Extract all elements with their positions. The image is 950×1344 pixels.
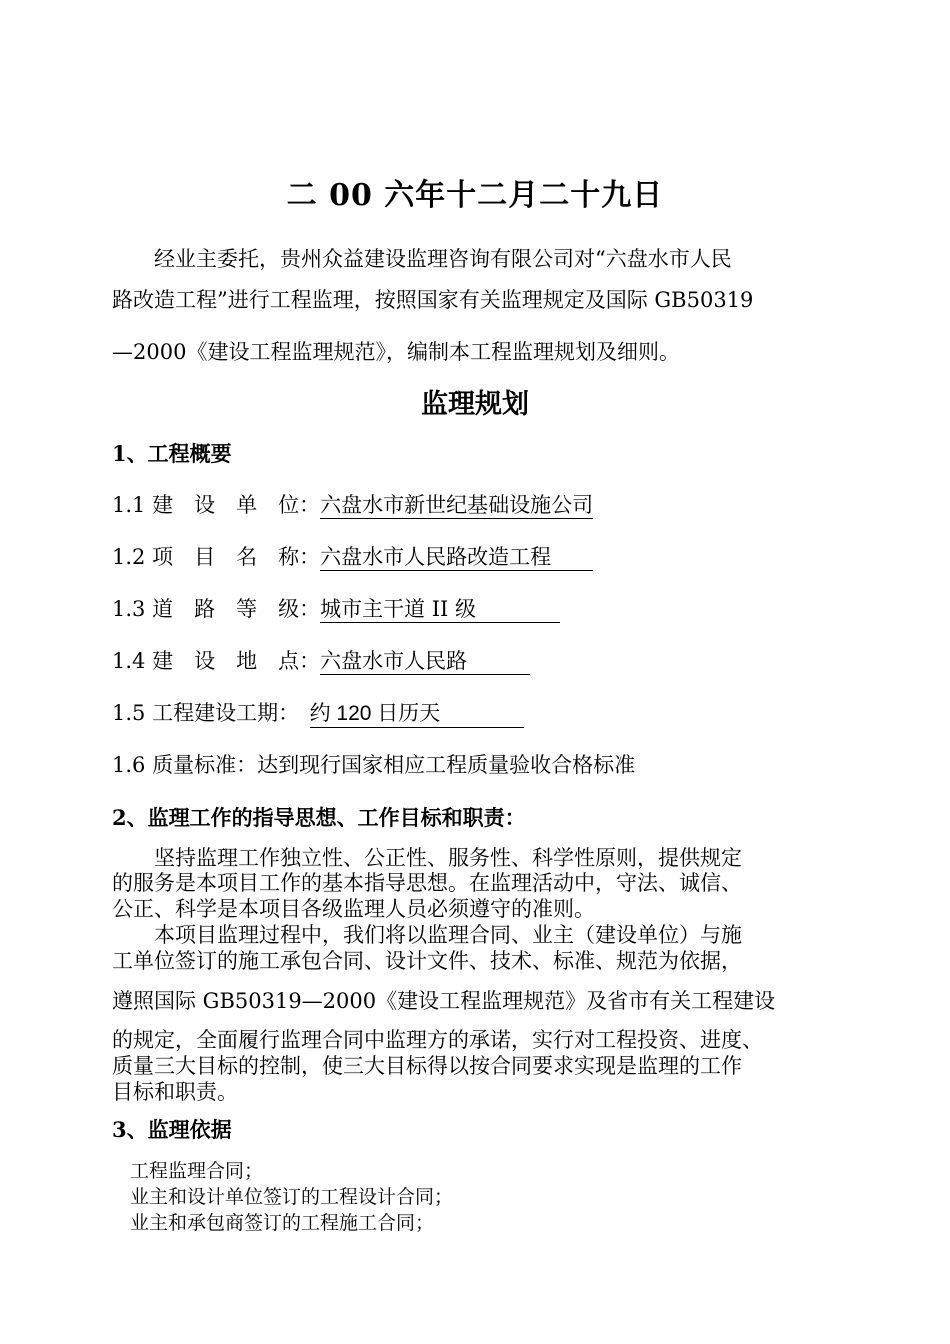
overview-item-duration	[112, 697, 524, 728]
item-value: 六盘水市新世纪基础设施公司	[320, 493, 594, 517]
item-label: 1.4 建 设 地 点：	[112, 649, 321, 673]
intro-line: 经业主委托，贵州众益建设监理咨询有限公司对“六盘水市人民	[112, 247, 732, 271]
guidance-line: 遵照国际 GB50319—2000《建设工程监理规范》及省市有关工程建设	[112, 989, 776, 1013]
intro-line: 路改造工程”进行工程监理，按照国家有关监理规定及国际 GB50319	[112, 288, 754, 312]
overview-item-builder	[112, 489, 593, 519]
guidance-line: 本项目监理过程中，我们将以监理合同、业主（建设单位）与施	[112, 923, 742, 947]
item-label: 1.6 质量标准：达到现行国家相应工程质量验收合格标准	[112, 753, 636, 777]
item-value: 城市主干道 II 级	[320, 597, 561, 621]
item-label: 1.2 项 目 名 称：	[112, 545, 321, 569]
item-value: 六盘水市人民路	[320, 649, 531, 673]
section-title: 监理规划	[421, 389, 529, 420]
overview-item-project-name	[112, 541, 593, 571]
basis-item: 工程监理合同；	[130, 1160, 264, 1182]
overview-heading: 1、工程概要	[112, 441, 232, 466]
item-label: 1.1 建 设 单 位：	[112, 493, 321, 517]
item-value: 六盘水市人民路改造工程	[320, 545, 594, 569]
basis-item: 业主和设计单位签订的工程设计合同；	[130, 1186, 454, 1208]
basis-item: 业主和承包商签订的工程施工合同；	[130, 1212, 435, 1234]
guidance-line: 质量三大目标的控制，使三大目标得以按合同要求实现是监理的工作	[112, 1054, 742, 1078]
guidance-line: 的规定，全面履行监理合同中监理方的承诺，实行对工程投资、进度、	[112, 1028, 763, 1052]
overview-item-quality	[112, 749, 635, 779]
basis-heading: 3、监理依据	[112, 1117, 232, 1142]
guidance-line: 坚持监理工作独立性、公正性、服务性、科学性原则，提供规定	[112, 846, 742, 870]
item-label: 1.3 道 路 等 级：	[112, 597, 321, 621]
overview-item-road-grade	[112, 593, 560, 623]
guidance-line: 工单位签订的施工承包合同、设计文件、技术、标准、规范为依据，	[112, 949, 742, 973]
intro-line: —2000《建设工程监理规范》，编制本工程监理规划及细则。	[112, 340, 680, 364]
guidance-line: 目标和职责。	[112, 1080, 238, 1104]
guidance-line: 公正、科学是本项目各级监理人员必须遵守的准则。	[112, 897, 595, 921]
overview-item-location	[112, 645, 530, 675]
item-value: 约 120 日历天	[310, 701, 525, 728]
guidance-heading: 2、监理工作的指导思想、工作目标和职责：	[112, 805, 526, 830]
document-date: 二 00 六年十二月二十九日	[286, 178, 664, 213]
item-label: 1.5 工程建设工期：	[112, 701, 310, 725]
guidance-line: 的服务是本项目工作的基本指导思想。在监理活动中，守法、诚信、	[112, 871, 742, 895]
